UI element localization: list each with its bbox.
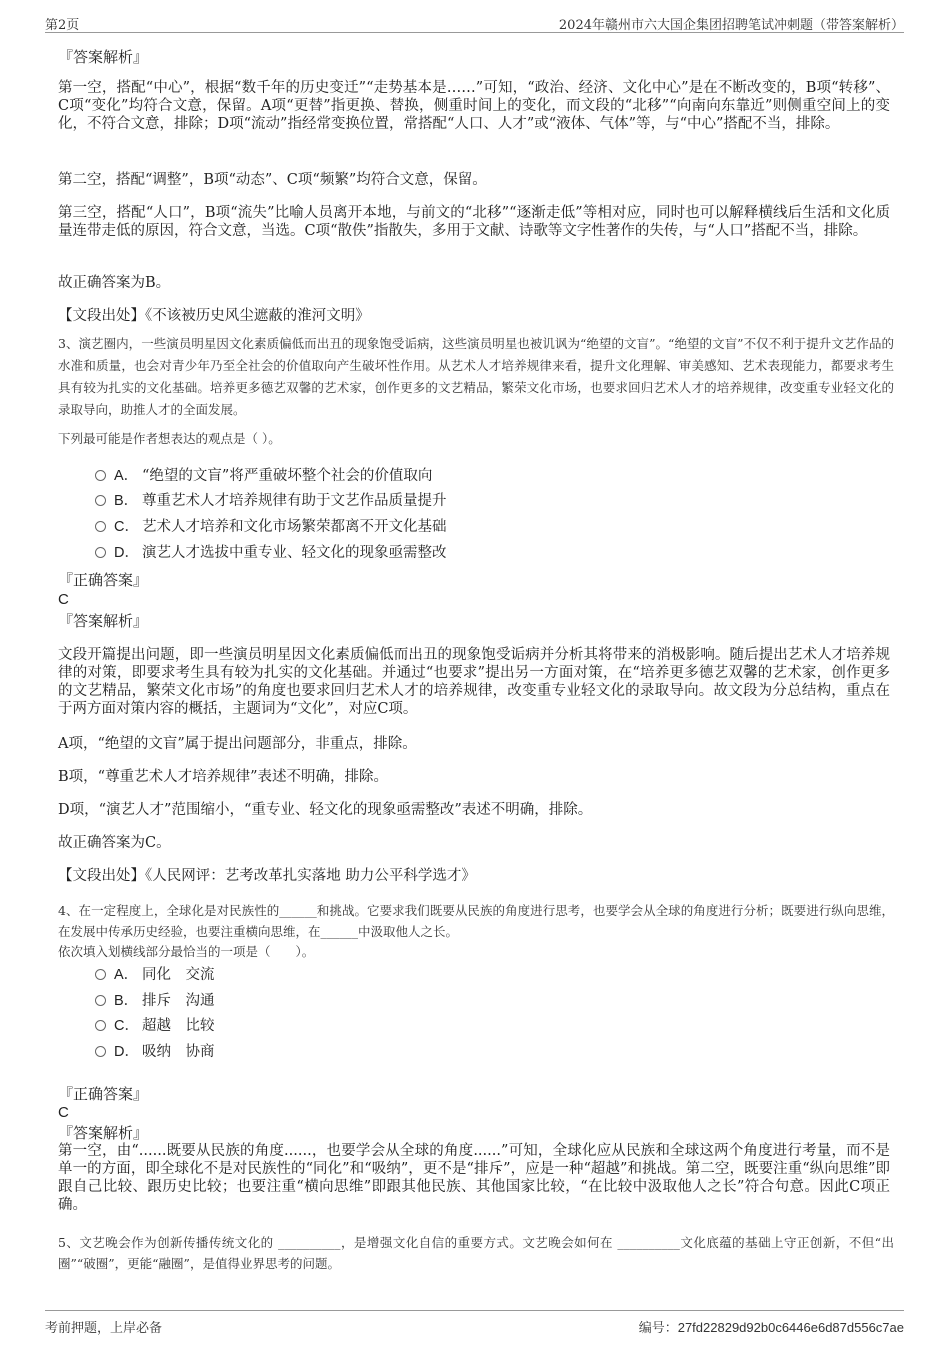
- q3-analysis-conclusion: 故正确答案为C。: [58, 835, 171, 851]
- radio-icon[interactable]: [95, 521, 106, 532]
- q4-analysis-label: 『答案解析』: [58, 1124, 149, 1142]
- q2-analysis-p3: 第三空，搭配“人口”，B项“流失”比喻人员离开本地，与前文的“北移”“逐渐走低”等相对应，同时也可以解释横线后生活和文化质量连带走低的原因，符合文意，当选。C项“散佚”指散失，多用于文献、诗歌等文字性著作的失传，与“人口”搭配不当，排除。: [58, 205, 890, 239]
- q4-analysis-p1: 第一空，由“......既要从民族的角度......，也要学会从全球的角度......”可知，全球化应从民族和全球这两个角度进行考量，而不是单一的方面，即全球化不是对民族性的“同化”和“吸纳”，更不是“排斥”，应是一种“超越”和挑战。第二空，既要注重“纵向思维”即跟自己比较、跟历史比较；也要注重“横向思维”即跟其他民族、其他国家比较，“在比较中汲取他人之长”符合句意。因此C项正确。: [58, 1143, 890, 1213]
- page-header: [45, 12, 904, 33]
- page-footer: [45, 1310, 904, 1336]
- q4-correct-answer: C: [58, 1104, 69, 1121]
- q3-option-d[interactable]: D． 演艺人才选拔中重专业、轻文化的现象亟需整改: [95, 543, 447, 563]
- q3-option-c[interactable]: C． 艺术人才培养和文化市场繁荣都离不开文化基础: [95, 517, 447, 537]
- q4-option-b[interactable]: B． 排斥 沟通: [95, 991, 215, 1011]
- q3-analysis-p4: D项，“演艺人才”范围缩小，“重专业、轻文化的现象亟需整改”表述不明确，排除。: [58, 802, 593, 818]
- radio-icon[interactable]: [95, 495, 106, 506]
- q3-question: 下列最可能是作者想表达的观点是（ ）。: [58, 431, 281, 446]
- q3-option-a[interactable]: A． “绝望的文盲”将严重破坏整个社会的价值取向: [95, 466, 432, 486]
- document-code: 编号：27fd22829d92b0c6446e6d87d556c7ae: [638, 1320, 904, 1336]
- q3-source: 【文段出处】《人民网评：艺考改革扎实落地 助力公平科学选才》: [58, 868, 476, 884]
- q2-analysis-label: 『答案解析』: [58, 48, 149, 66]
- page-number: 第2页: [45, 18, 80, 33]
- radio-icon[interactable]: [95, 969, 106, 980]
- radio-icon[interactable]: [95, 1020, 106, 1031]
- radio-icon[interactable]: [95, 1046, 106, 1057]
- q4-option-c[interactable]: C． 超越 比较: [95, 1016, 215, 1036]
- q2-source: 【文段出处】《不该被历史风尘遮蔽的淮河文明》: [58, 308, 370, 324]
- q3-analysis-p1: 文段开篇提出问题，即一些演员明星因文化素质偏低而出丑的现象饱受诟病并分析其将带来的消极影响。随后提出艺术人才培养规律的对策，即要求考生具有较为扎实的文化基础。并通过“也要求”提出另一方面对策，在“培养更多德艺双馨的艺术家，创作更多的文艺精品，繁荣文化市场”的角度也要求回归艺术人才的培养规律，改变重专业轻文化的录取导向。故文段为分总结构，重点在于两方面对策内容的概括，主题词为“文化”，对应C项。: [58, 647, 890, 717]
- radio-icon[interactable]: [95, 547, 106, 558]
- q3-stem: 3、演艺圈内，一些演员明星因文化素质偏低而出丑的现象饱受诟病，这些演员明星也被讥讽为“绝望的文盲”。“绝望的文盲”不仅不利于提升文艺作品的水准和质量，也会对青少年乃至全社会的价值取向产生破坏性作用。从艺术人才培养规律来看，提升文化理解、审美感知、艺术表现能力，都要求考生具有较为扎实的文化基础。培养更多德艺双馨的艺术家，创作更多的文艺精品，繁荣文化市场，也要求回归艺术人才的培养规律，改变重专业轻文化的录取导向，助推人才的全面发展。: [58, 336, 894, 417]
- q3-analysis-label: 『答案解析』: [58, 612, 149, 630]
- q3-correct-answer: C: [58, 591, 69, 608]
- q4-answer-label: 『正确答案』: [58, 1085, 149, 1103]
- q3-analysis-p2: A项，“绝望的文盲”属于提出问题部分，非重点，排除。: [58, 736, 417, 752]
- q4-question: 依次填入划横线部分最恰当的一项是（ ）。: [58, 944, 315, 959]
- q2-analysis-conclusion: 故正确答案为B。: [58, 275, 171, 291]
- radio-icon[interactable]: [95, 470, 106, 481]
- q3-analysis-p3: B项，“尊重艺术人才培养规律”表述不明确，排除。: [58, 769, 388, 785]
- q3-option-b[interactable]: B． 尊重艺术人才培养规律有助于文艺作品质量提升: [95, 491, 447, 511]
- q4-option-d[interactable]: D． 吸纳 协商: [95, 1042, 215, 1062]
- radio-icon[interactable]: [95, 995, 106, 1006]
- q4-stem: 4、在一定程度上，全球化是对民族性的______和挑战。它要求我们既要从民族的角度进行思考，也要学会从全球的角度进行分析；既要进行纵向思维，在发展中传承历史经验，也要注重横向思维，在______中汲取他人之长。: [58, 903, 894, 939]
- q2-analysis-p2: 第二空，搭配“调整”，B项“动态”、C项“频繁”均符合文意，保留。: [58, 172, 487, 188]
- q5-stem: 5、文艺晚会作为创新传播传统文化的 __________，是增强文化自信的重要方式。文艺晚会如何在 __________文化底蕴的基础上守正创新，不但“出圈”“破圈”，更能“融圈”，是值得业界思考的问题。: [58, 1235, 894, 1271]
- document-title: 2024年赣州市六大国企集团招聘笔试冲刺题（带答案解析）: [558, 18, 904, 33]
- q4-option-a[interactable]: A． 同化 交流: [95, 965, 215, 985]
- q2-analysis-p1: 第一空，搭配“中心”，根据“数千年的历史变迁”“走势基本是……”可知，“政治、经济、文化中心”是在不断改变的，B项“转移”、C项“变化”均符合文意，保留。A项“更替”指更换、替换，侧重时间上的变化，而文段的“北移”“向南向东靠近”则侧重空间上的变化，不符合文意，排除；D项“流动”指经常变换位置，常搭配“人口、人才”或“液体、气体”等，与“中心”搭配不当，排除。: [58, 80, 890, 132]
- q3-answer-label: 『正确答案』: [58, 571, 149, 589]
- footer-slogan: 考前押题，上岸必备: [45, 1321, 163, 1336]
